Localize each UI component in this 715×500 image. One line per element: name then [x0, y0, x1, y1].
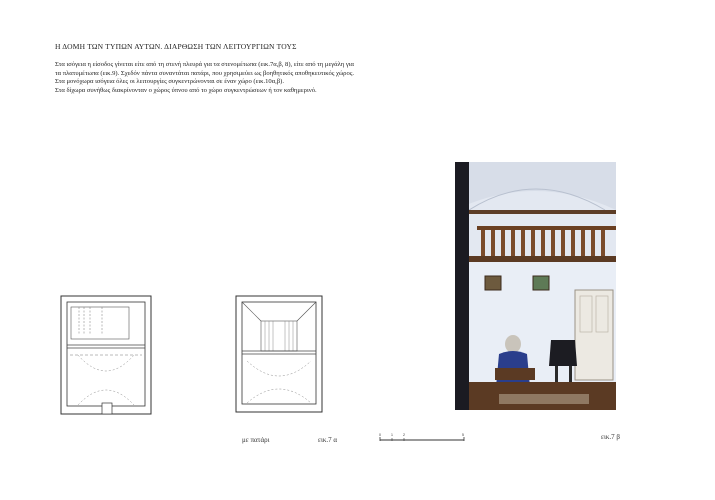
interior-photo: [455, 162, 616, 410]
scale-label: 5: [462, 433, 464, 437]
plan-caption: με πατάρι: [242, 436, 270, 444]
paragraph-2: Στα δίχωρα συνήθως διακρίνονταν ο χώρος ύπνου από το χώρο συγκεντρώσεων ή τον καθημερινό.: [55, 86, 317, 94]
paragraph-1: Στα ισόγεια η είσοδος γίνεται είτε από τη στενή πλευρά για τα στενομέτωπα (εικ.7α,β, 8), είτε από τη μεγάλη για τα πλατυμέτωπα (εικ.9). Σχεδόν πάντα συναντάται πατάρι, που χρησιμεύει ως βοηθητικός αποθηκευτικός χώρος. Στα μονόχωρα ισόγεια όλες οι λειτουργίες συγκεντρώνονται σε έναν χώρο (εικ.10α,β).: [55, 61, 355, 86]
scale-label: 1: [391, 433, 393, 437]
plan-figure-label: εικ.7 α: [318, 436, 338, 444]
floor-plan-loft: [235, 295, 323, 413]
photo-figure-label: εικ.7 β: [601, 433, 620, 441]
body-paragraph: [55, 61, 355, 95]
floor-plan-ground: [60, 295, 152, 415]
scale-bar: [378, 432, 468, 444]
scale-label: 2: [403, 433, 405, 437]
section-heading: Η ΔΟΜΗ ΤΩΝ ΤΥΠΩΝ ΑΥΤΩΝ. ΔΙΑΡΘΩΣΗ ΤΩΝ ΛΕΙΤΟΥΡΓΙΩΝ ΤΟΥΣ: [55, 42, 297, 51]
scale-label: 0: [379, 433, 381, 437]
